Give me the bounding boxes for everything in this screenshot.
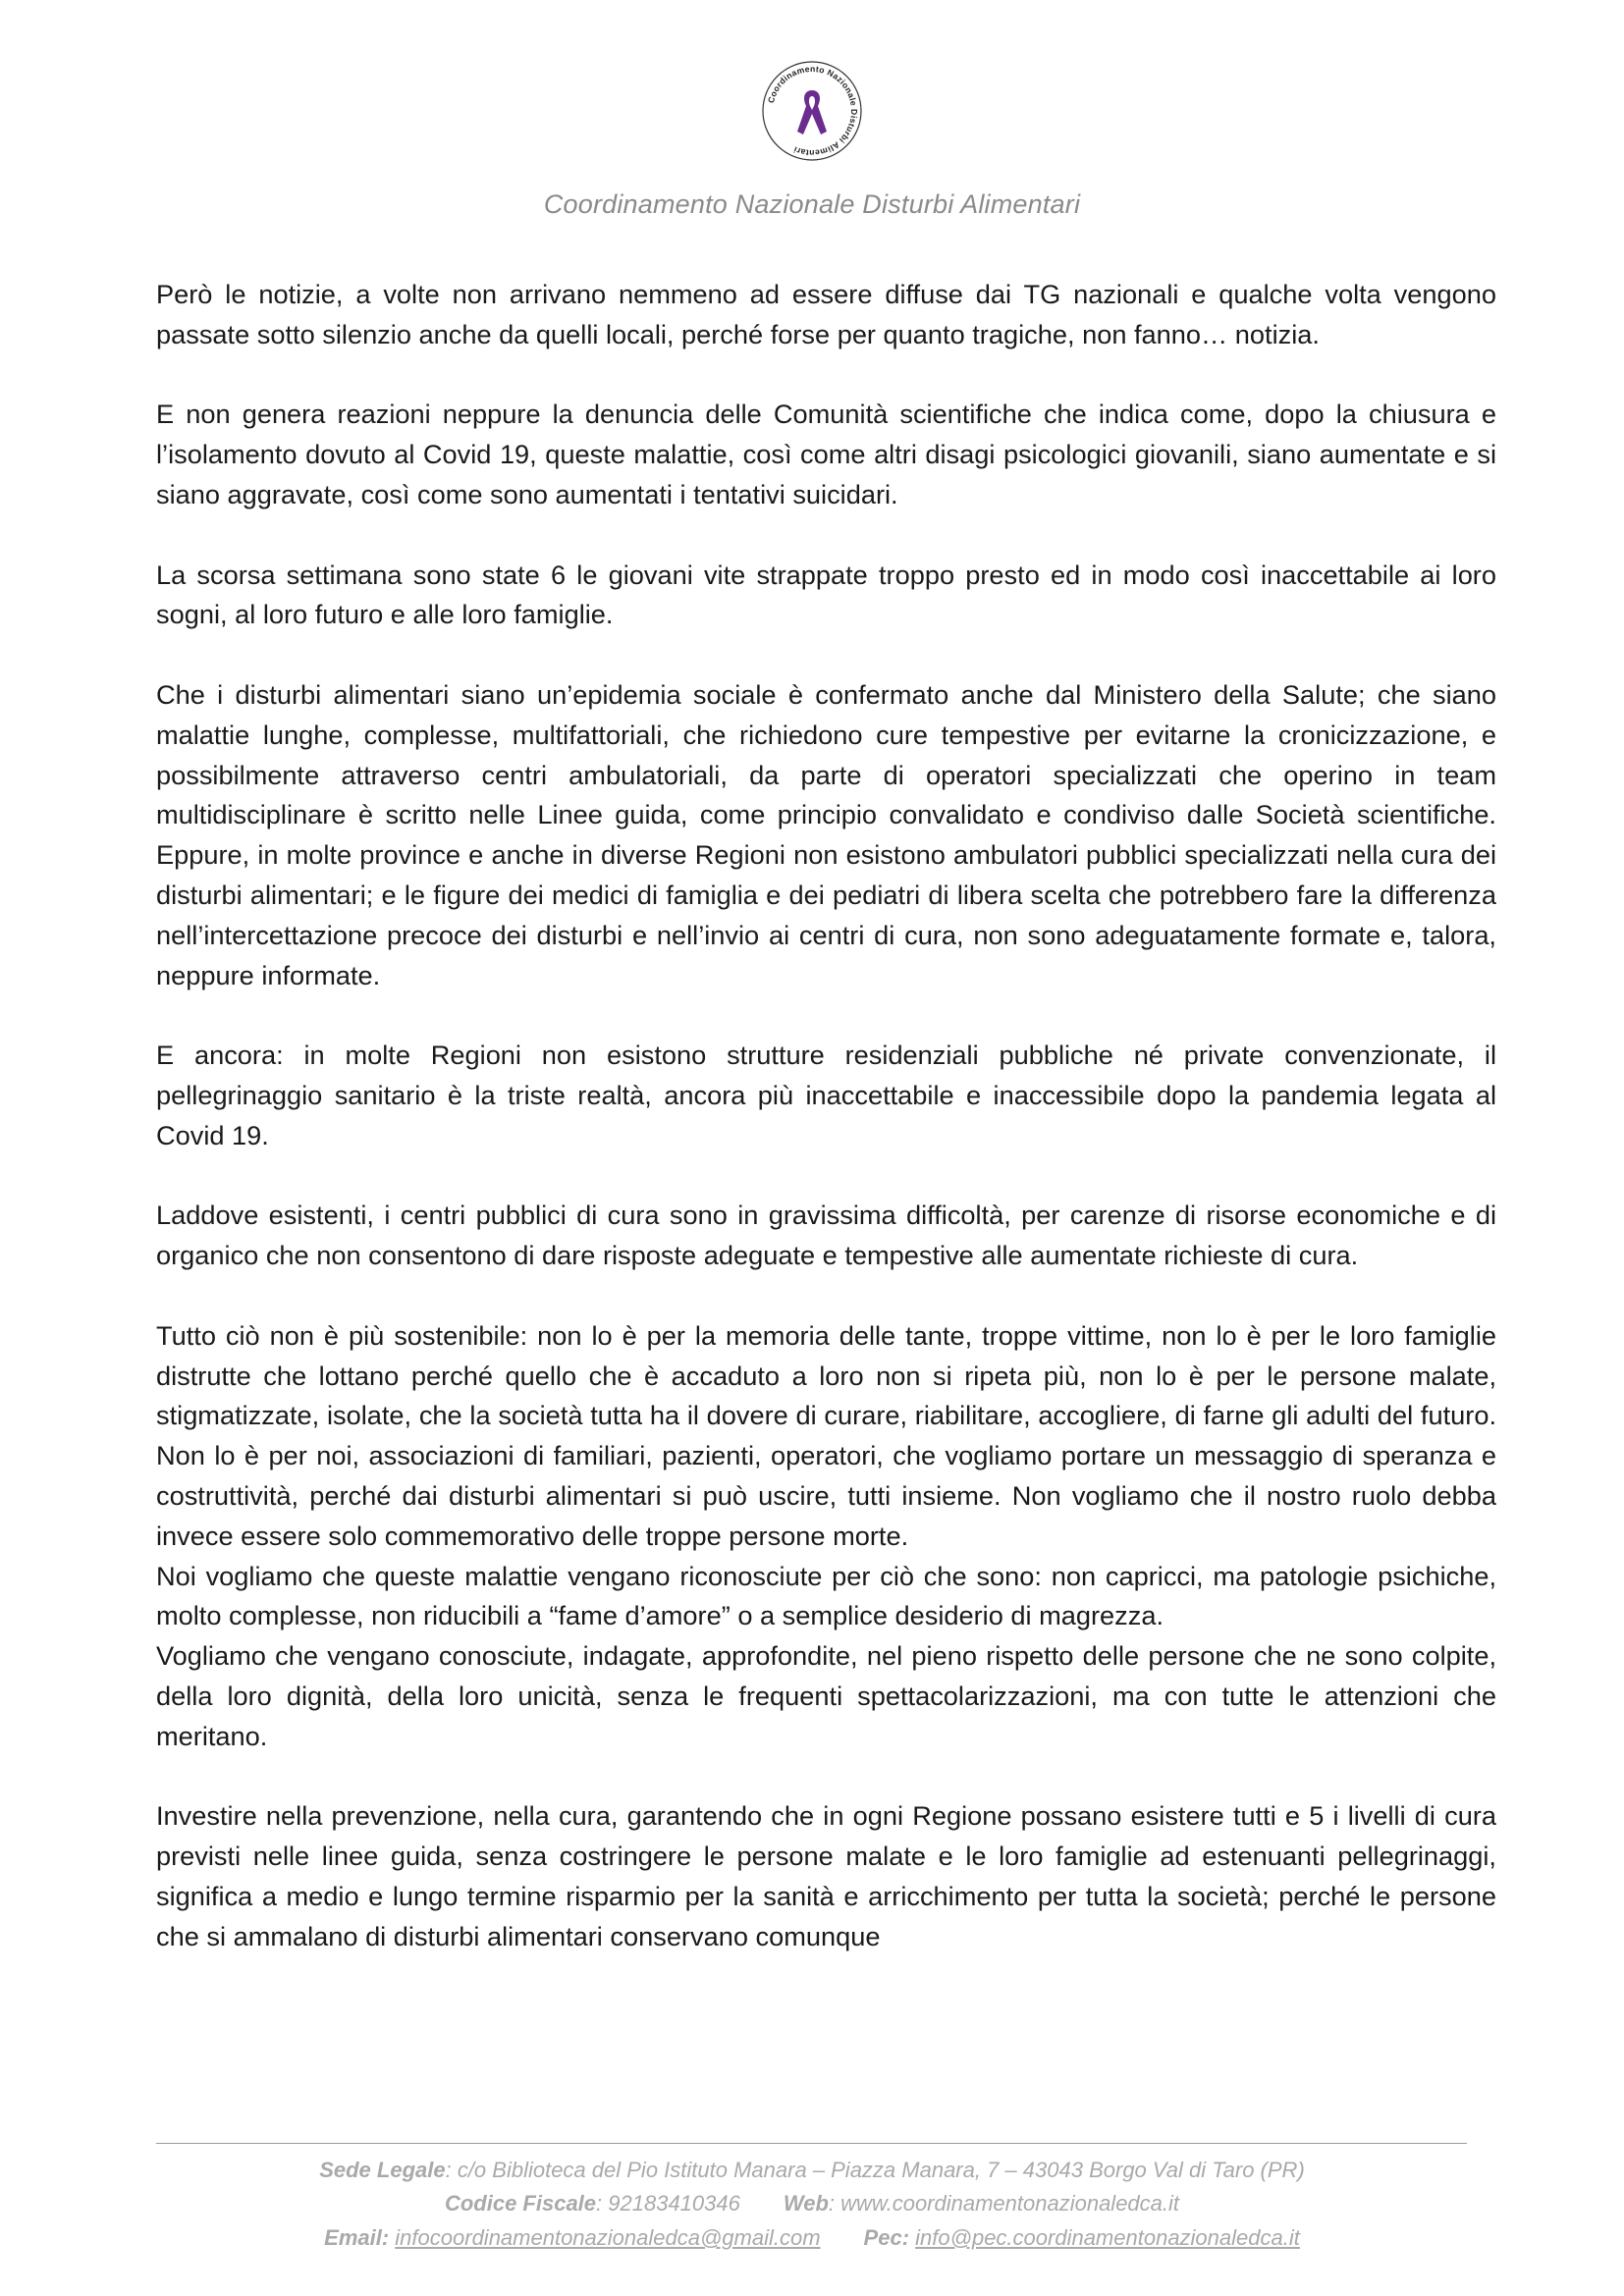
logo <box>758 57 866 165</box>
paragraph-known: Vogliamo che vengano conosciute, indagate, approfondite, nel pieno rispetto delle persone che ne sono colpite, della loro dignità, della loro unicità, senza le frequenti spettacolarizzazioni, ma con tutte le attenzioni che meritano. <box>156 1640 1496 1751</box>
paragraph-last-week: La scorsa settimana sono state 6 le giovani vite strappate troppo presto ed in modo così inaccettabile ai loro sogni, al loro futuro e alle loro famiglie. <box>156 559 1496 630</box>
email-label: Email: <box>324 2225 390 2250</box>
paragraph-social-epidemic: Che i disturbi alimentari siano un’epidemia sociale è confermato anche dal Ministero della Salute; che siano malattie lunghe, complesse, multifattoriali, che richiedono cure tempestive per evitarne la cronicizzazione, e possibilmente attraverso centri ambulatoriali, da parte di operatori specializzati che operino in team multidisciplinare è scritto nelle Linee guida, come principio convalidato e condiviso dalle Società scientifiche. Eppure, in molte province e anche in diverse Regioni non esistono ambulatori pubblici specializzati nella cura dei disturbi alimentari; e le figure dei medici di famiglia e dei pediatri di libera scelta che potrebbero fare la differenza nell’intercettazione precoce dei disturbi e nell’invio ai centri di cura, non sono adeguatamente formate e, talora, neppure informate. <box>156 678 1496 990</box>
sede-label: Sede Legale <box>319 2158 446 2182</box>
logo-ring-text: Coordinamento Nazionale Disturbi Alimentari <box>765 63 860 159</box>
paragraph-public-centers: Laddove esistenti, i centri pubblici di cura sono in gravissima difficoltà, per carenze di risorse economiche e di organico che non consentono di dare risposte adeguate e tempestive alle aumentate richieste di cura. <box>156 1200 1496 1271</box>
awareness-ribbon-logo-icon <box>758 57 866 165</box>
footer-divider <box>156 2143 1467 2144</box>
email-link[interactable]: infocoordinamentonazionaledca@gmail.com <box>395 2225 821 2250</box>
paragraph-recognized: Noi vogliamo che queste malattie vengano riconosciute per ciò che sono: non capricci, ma patologie psichiche, molto complesse, non riducibili a “fame d’amore” o a semplice desiderio di magrezza. <box>156 1560 1496 1631</box>
paragraph-tg-news: Però le notizie, a volte non arrivano nemmeno ad essere diffuse dai TG nazionali e qualche volta vengono passate sotto silenzio anche da quelli locali, perché forse per quanto tragiche, non fanno… notizia. <box>156 279 1496 349</box>
web-link[interactable]: : www.coordinamentonazionaledca.it <box>828 2191 1180 2216</box>
tax-code-value: : 92183410346 <box>596 2191 740 2216</box>
paragraph-residential-structures: E ancora: in molte Regioni non esistono strutture residenziali pubbliche né private convenzionate, il pellegrinaggio sanitario è la triste realtà, ancora più inaccettabile e inaccessibile dopo la pandemia legata al Covid 19. <box>156 1040 1496 1150</box>
web-label: Web <box>783 2191 829 2216</box>
footer-legal-address <box>0 2158 1624 2183</box>
pec-link[interactable]: info@pec.coordinamentonazionaledca.it <box>915 2225 1300 2250</box>
paragraph-not-sustainable: Tutto ciò non è più sostenibile: non lo è per la memoria delle tante, troppe vittime, non lo è per le loro famiglie distrutte che lottano perché quello che è accaduto a loro non si ripeta più, non lo è per le persone malate, stigmatizzate, isolate, che la società tutta ha il dovere di curare, riabilitare, accogliere, di farne gli adulti del futuro. Non lo è per noi, associazioni di familiari, pazienti, operatori, che vogliamo portare un messaggio di speranza e costruttività, perché dai disturbi alimentari si può uscire, tutti insieme. Non vogliamo che il nostro ruolo debba invece essere solo commemorativo delle troppe persone morte. <box>156 1319 1496 1551</box>
footer-contacts <box>0 2225 1624 2251</box>
pec-label: Pec: <box>863 2225 910 2250</box>
paragraph-invest: Investire nella prevenzione, nella cura, garantendo che in ogni Regione possano esistere tutti e 5 i livelli di cura previsti nelle linee guida, senza costringere le persone malate e le loro famiglie ad estenuanti pellegrinaggi, significa a medio e lungo termine risparmio per la sanità e arricchimento per tutta la società; perché le persone che si ammalano di disturbi alimentari conservano comunque <box>156 1800 1496 1951</box>
letter-body <box>156 275 1496 1956</box>
tax-code-label: Codice Fiscale <box>444 2191 597 2216</box>
sede-value: : c/o Biblioteca del Pio Istituto Manara – Piazza Manara, 7 – 43043 Borgo Val di Taro (PR) <box>445 2158 1305 2182</box>
paragraph-scientific-community: E non genera reazioni neppure la denuncia delle Comunità scientifiche che indica come, dopo la chiusura e l’isolamento dovuto al Covid 19, queste malattie, così come altri disagi psicologici giovanili, siano aumentate e si siano aggravate, così come sono aumentati i tentativi suicidari. <box>156 399 1496 509</box>
organization-title: Coordinamento Nazionale Disturbi Alimentari <box>543 189 1081 219</box>
footer-tax-web <box>0 2191 1624 2216</box>
